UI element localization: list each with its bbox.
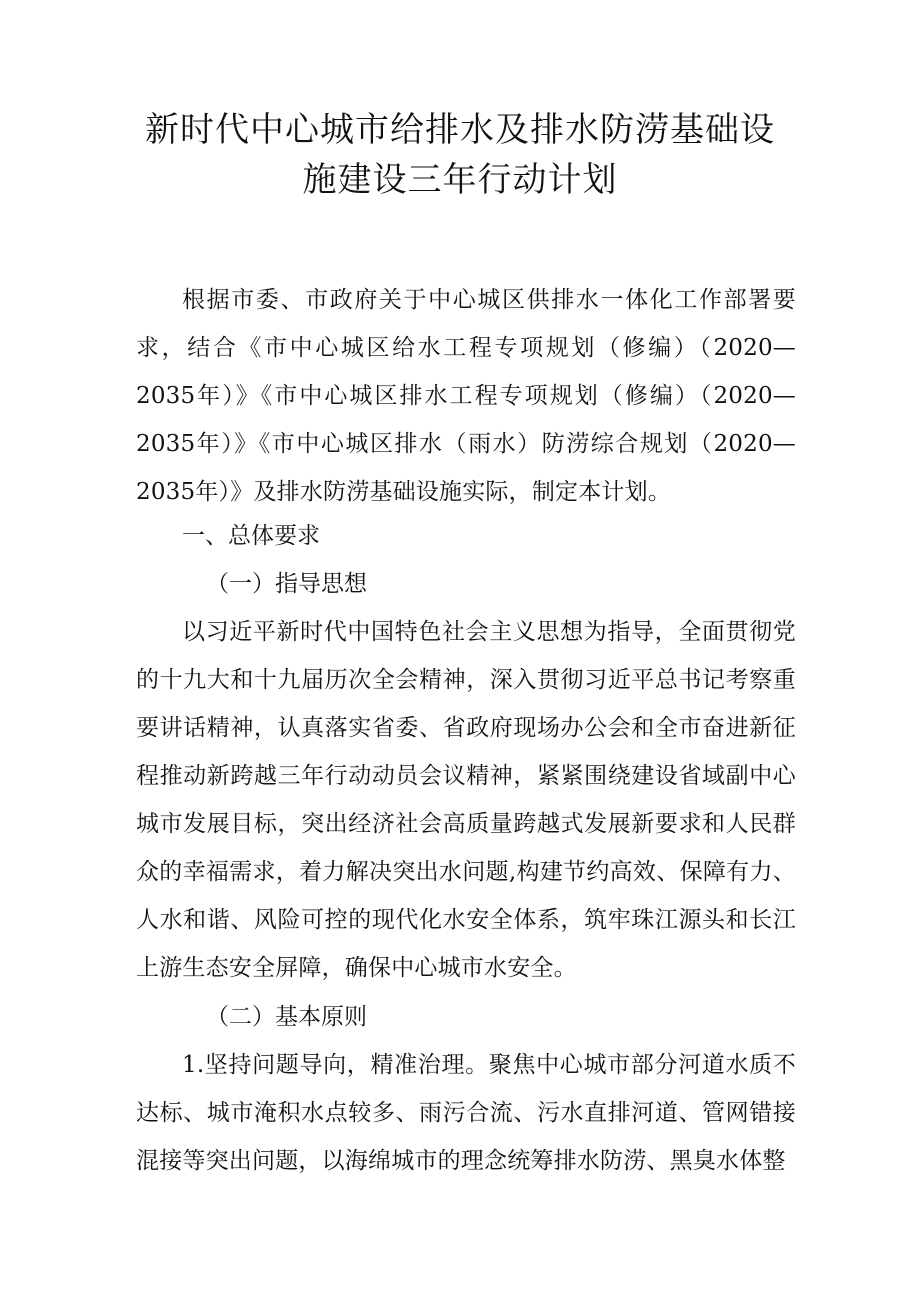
document-title-line-1: 新时代中心城市给排水及排水防涝基础设 [145,110,775,150]
subsection-heading-basic-principles: （二）基本原则 [206,1004,367,1030]
principle-1-paragraph: 1.坚持问题导向，精准治理。聚焦中心城市部分河道水质不达标、城市淹积水点较多、雨污合流、污水直排河道、管网错接混接等突出问题，以海绵城市的理念统筹排水防涝、黑臭水体整 [136,1052,796,1174]
section-heading-overall-requirements: 一、总体要求 [182,523,320,549]
subsection-heading-guiding-ideology: （一）指导思想 [206,571,367,597]
guiding-ideology-paragraph: 以习近平新时代中国特色社会主义思想为指导，全面贯彻党的十九大和十九届历次全会精神，深入贯彻习近平总书记考察重要讲话精神，认真落实省委、省政府现场办公会和全市奋进新征程推动新跨越三年行动动员会议精神，紧紧围绕建设省域副中心城市发展目标，突出经济社会高质量跨越式发展新要求和人民群众的幸福需求，着力解决突出水问题,构建节约高效、保障有力、人水和谐、风险可控的现代化水安全体系，筑牢珠江源头和长江上游生态安全屏障，确保中心城市水安全。 [136,619,796,981]
intro-paragraph: 根据市委、市政府关于中心城区供排水一体化工作部署要求，结合《市中心城区给水工程专项规划（修编）（2020—2035年）》《市中心城区排水工程专项规划（修编）（2020—2035年）》《市中心城区排水（雨水）防涝综合规划（2020—2035年）》及排水防涝基础设施实际，制定本计划。 [136,287,796,505]
document-title-line-2: 施建设三年行动计划 [302,160,618,200]
